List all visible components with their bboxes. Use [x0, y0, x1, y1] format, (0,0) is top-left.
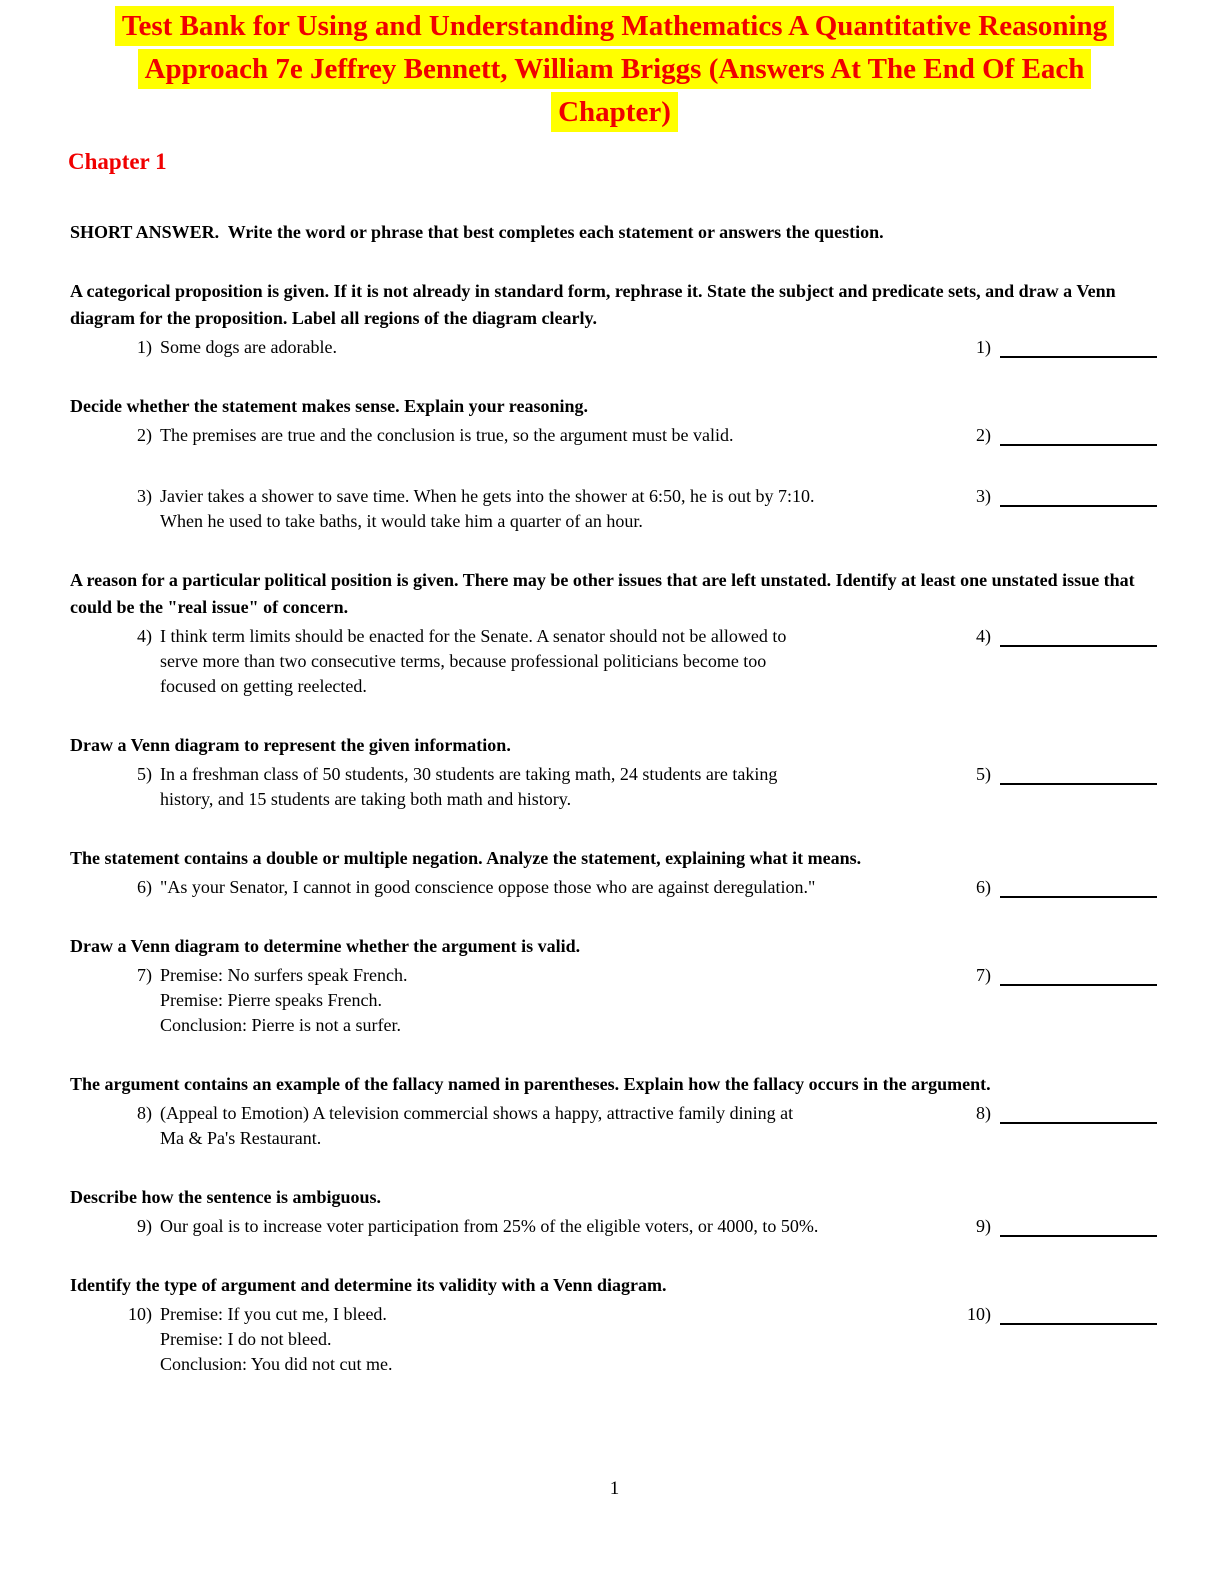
question-text-line: Premise: I do not bleed. — [160, 1329, 332, 1349]
question-section — [70, 567, 1157, 699]
question-section — [70, 933, 1157, 1038]
answer-blank-line — [1000, 963, 1157, 986]
answer-area — [976, 484, 1157, 509]
page-content — [70, 220, 1157, 1377]
question-text — [160, 624, 908, 699]
section-questions — [70, 875, 1157, 900]
question-text-line: focused on getting reelected. — [160, 676, 367, 696]
question-text — [160, 875, 908, 900]
question-text-line: Some dogs are adorable. — [160, 337, 337, 357]
question-number: 4) — [137, 626, 152, 646]
section-heading: Draw a Venn diagram to determine whether the argument is valid. — [70, 936, 581, 956]
question-text-line: In a freshman class of 50 students, 30 students are taking math, 24 students are taking — [160, 764, 778, 784]
answer-number: 3) — [976, 486, 991, 506]
answer-blank-line — [1000, 1101, 1157, 1124]
answer-number: 2) — [976, 425, 991, 445]
answer-area — [976, 875, 1157, 900]
question-text — [160, 1302, 908, 1377]
question-number: 1) — [137, 337, 152, 357]
question-number: 10) — [128, 1304, 152, 1324]
answer-number: 10) — [967, 1304, 991, 1324]
section-heading: A categorical proposition is given. If it is not already in standard form, rephrase it. State the subject and predicate sets, and draw a Venn diagram for the proposition. Label all regions of the diagram clearly. — [70, 281, 1116, 328]
question-number: 9) — [137, 1216, 152, 1236]
question-section — [70, 845, 1157, 900]
question-number: 7) — [137, 965, 152, 985]
question-text — [160, 484, 908, 534]
question-text-line: (Appeal to Emotion) A television commercial shows a happy, attractive family dining at — [160, 1103, 794, 1123]
answer-area — [976, 624, 1157, 649]
question-text — [160, 1101, 908, 1151]
question-text-line: Conclusion: Pierre is not a surfer. — [160, 1015, 401, 1035]
answer-blank-line — [1000, 484, 1157, 507]
answer-number: 1) — [976, 337, 991, 357]
answer-area — [976, 762, 1157, 787]
section-questions — [70, 1302, 1157, 1377]
question-section — [70, 278, 1157, 360]
answer-area — [976, 1101, 1157, 1126]
question-text-line: Premise: Pierre speaks French. — [160, 990, 382, 1010]
question-row — [70, 762, 1157, 812]
question-row — [70, 875, 1157, 900]
question-text — [160, 423, 908, 448]
answer-blank-line — [1000, 335, 1157, 358]
title-highlight-text: Test Bank for Using and Understanding Mathematics A Quantitative Reasoning — [115, 6, 1114, 46]
section-questions — [70, 963, 1157, 1038]
answer-area — [976, 423, 1157, 448]
question-row — [70, 484, 1157, 534]
question-row — [70, 1214, 1157, 1239]
question-section — [70, 1272, 1157, 1377]
question-text-line: Javier takes a shower to save time. When he gets into the shower at 6:50, he is out by 7:10. — [160, 486, 815, 506]
question-text-line: Our goal is to increase voter participation from 25% of the eligible voters, or 4000, to 50%. — [160, 1216, 819, 1236]
question-section — [70, 732, 1157, 812]
question-row — [70, 963, 1157, 1038]
answer-number: 9) — [976, 1216, 991, 1236]
question-text-line: When he used to take baths, it would take him a quarter of an hour. — [160, 511, 643, 531]
answer-blank-line — [1000, 624, 1157, 647]
answer-area — [976, 963, 1157, 988]
question-text — [160, 762, 908, 812]
section-questions — [70, 624, 1157, 699]
answer-blank-line — [1000, 1214, 1157, 1237]
section-heading: Describe how the sentence is ambiguous. — [70, 1187, 381, 1207]
chapter-heading: Chapter 1 — [68, 149, 167, 174]
answer-number: 5) — [976, 764, 991, 784]
section-heading: The argument contains an example of the fallacy named in parentheses. Explain how the fallacy occurs in the argument. — [70, 1074, 991, 1094]
page-number: 1 — [609, 1478, 620, 1499]
question-text-line: history, and 15 students are taking both math and history. — [160, 789, 572, 809]
title-line-1 — [0, 5, 1229, 48]
title-line-3 — [0, 91, 1229, 134]
question-section — [70, 1184, 1157, 1239]
question-text-line: serve more than two consecutive terms, because professional politicians become too — [160, 651, 767, 671]
question-text — [160, 963, 908, 1038]
section-heading: Identify the type of argument and determine its validity with a Venn diagram. — [70, 1275, 667, 1295]
question-text-line: Premise: If you cut me, I bleed. — [160, 1304, 387, 1324]
question-text-line: The premises are true and the conclusion is true, so the argument must be valid. — [160, 425, 734, 445]
section-questions — [70, 1214, 1157, 1239]
section-questions — [70, 423, 1157, 534]
question-text-line: Premise: No surfers speak French. — [160, 965, 408, 985]
question-number: 3) — [137, 486, 152, 506]
question-text-line: Conclusion: You did not cut me. — [160, 1354, 393, 1374]
answer-blank-line — [1000, 423, 1157, 446]
question-row — [70, 1302, 1157, 1377]
answer-area — [976, 1214, 1157, 1239]
question-number: 5) — [137, 764, 152, 784]
question-text-line: Ma & Pa's Restaurant. — [160, 1128, 322, 1148]
answer-number: 8) — [976, 1103, 991, 1123]
section-heading: Decide whether the statement makes sense. Explain your reasoning. — [70, 396, 588, 416]
question-row — [70, 1101, 1157, 1151]
question-number: 2) — [137, 425, 152, 445]
short-answer-instruction: SHORT ANSWER. Write the word or phrase that best completes each statement or answers the question. — [70, 222, 884, 242]
question-sections — [70, 278, 1157, 1377]
section-heading: Draw a Venn diagram to represent the given information. — [70, 735, 511, 755]
question-text — [160, 335, 908, 360]
question-number: 8) — [137, 1103, 152, 1123]
answer-blank-line — [1000, 762, 1157, 785]
question-text-line: "As your Senator, I cannot in good conscience oppose those who are against deregulation." — [160, 877, 816, 897]
answer-number: 6) — [976, 877, 991, 897]
question-row — [70, 335, 1157, 360]
answer-number: 7) — [976, 965, 991, 985]
section-heading: A reason for a particular political position is given. There may be other issues that are left unstated. Identify at least one unstated issue that could be the "real issue" of concern. — [70, 570, 1135, 617]
question-section — [70, 1071, 1157, 1151]
section-questions — [70, 335, 1157, 360]
answer-area — [976, 335, 1157, 360]
answer-blank-line — [1000, 1302, 1157, 1325]
question-row — [70, 423, 1157, 448]
answer-area — [967, 1302, 1157, 1327]
document-title — [0, 0, 1229, 134]
question-text — [160, 1214, 908, 1239]
answer-blank-line — [1000, 875, 1157, 898]
question-text-line: I think term limits should be enacted for the Senate. A senator should not be allowed to — [160, 626, 787, 646]
title-highlight-text: Chapter) — [551, 92, 678, 132]
section-heading: The statement contains a double or multiple negation. Analyze the statement, explaining what it means. — [70, 848, 862, 868]
title-highlight-text: Approach 7e Jeffrey Bennett, William Briggs (Answers At The End Of Each — [138, 49, 1092, 89]
section-questions — [70, 762, 1157, 812]
answer-number: 4) — [976, 626, 991, 646]
question-number: 6) — [137, 877, 152, 897]
section-questions — [70, 1101, 1157, 1151]
question-row — [70, 624, 1157, 699]
title-line-2 — [0, 48, 1229, 91]
question-section — [70, 393, 1157, 534]
